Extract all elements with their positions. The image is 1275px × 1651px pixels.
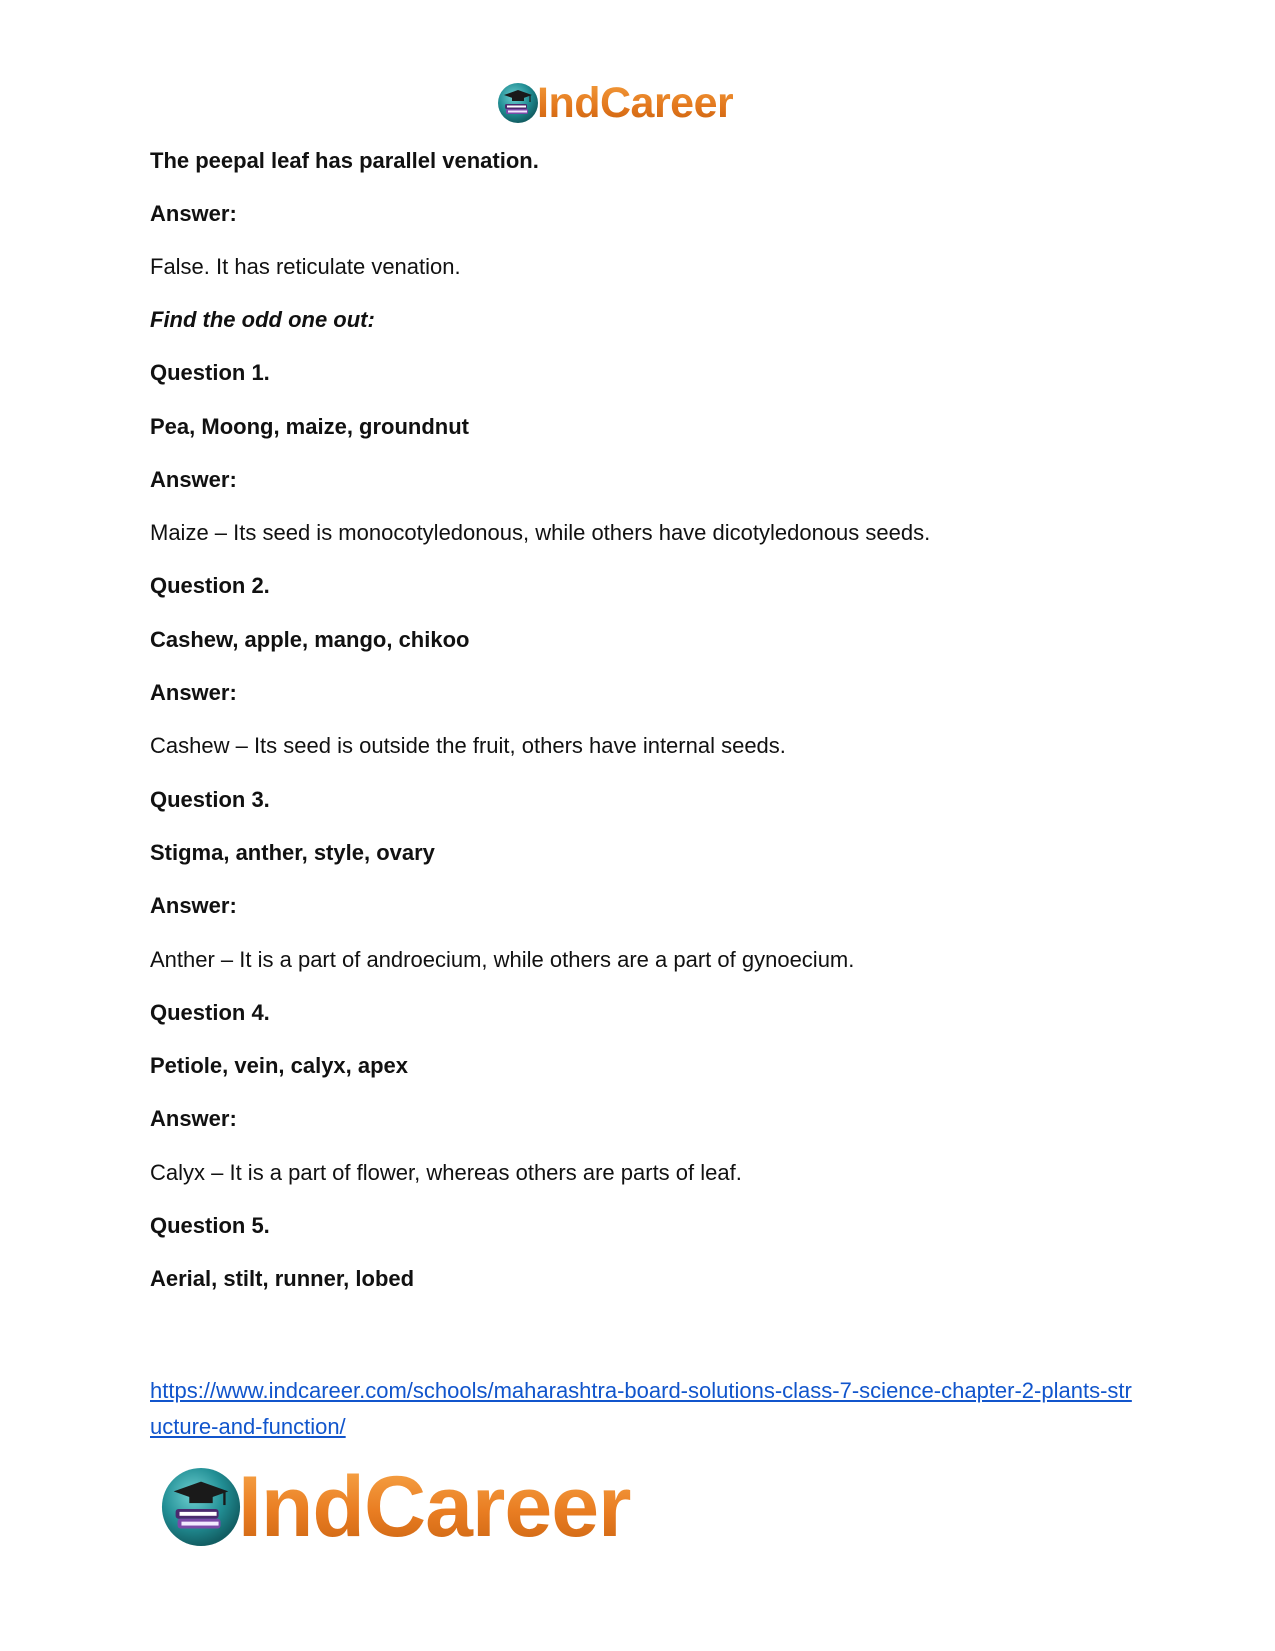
question-text: Aerial, stilt, runner, lobed: [150, 1266, 415, 1291]
question-text: Stigma, anther, style, ovary: [150, 840, 435, 865]
question-text: Petiole, vein, calyx, apex: [150, 1053, 409, 1078]
question-label: Question 1.: [150, 360, 270, 385]
question-text: Cashew, apple, mango, chikoo: [150, 627, 470, 652]
answer-text: Maize – Its seed is monocotyledonous, while others have dicotyledonous seeds.: [150, 520, 931, 545]
graduation-emblem-icon: [497, 82, 539, 124]
brand-wordmark: IndCareer: [238, 1459, 631, 1555]
footer-logo: [160, 1459, 631, 1555]
answer-text: Anther – It is a part of androecium, while others are a part of gynoecium.: [150, 947, 855, 972]
graduation-emblem-icon: [160, 1466, 242, 1548]
answer-text: False. It has reticulate venation.: [150, 254, 461, 279]
section-heading: Find the odd one out:: [150, 307, 375, 332]
answer-label: Answer:: [150, 1106, 237, 1131]
brand-wordmark: IndCareer: [537, 78, 734, 127]
answer-label: Answer:: [150, 467, 237, 492]
statement-text: The peepal leaf has parallel venation.: [150, 148, 539, 173]
question-label: Question 3.: [150, 787, 270, 812]
header-logo: [497, 78, 733, 128]
answer-label: Answer:: [150, 680, 237, 705]
answer-text: Cashew – Its seed is outside the fruit, others have internal seeds.: [150, 733, 786, 758]
answer-text: Calyx – It is a part of flower, whereas others are parts of leaf.: [150, 1160, 742, 1185]
source-link[interactable]: https://www.indcareer.com/schools/maharashtra-board-solutions-class-7-science-chapter-2-plants-structure-and-function/: [150, 1378, 1132, 1439]
question-label: Question 5.: [150, 1213, 270, 1238]
answer-label: Answer:: [150, 201, 237, 226]
answer-label: Answer:: [150, 893, 237, 918]
question-label: Question 4.: [150, 1000, 270, 1025]
question-label: Question 2.: [150, 573, 270, 598]
question-text: Pea, Moong, maize, groundnut: [150, 414, 469, 439]
